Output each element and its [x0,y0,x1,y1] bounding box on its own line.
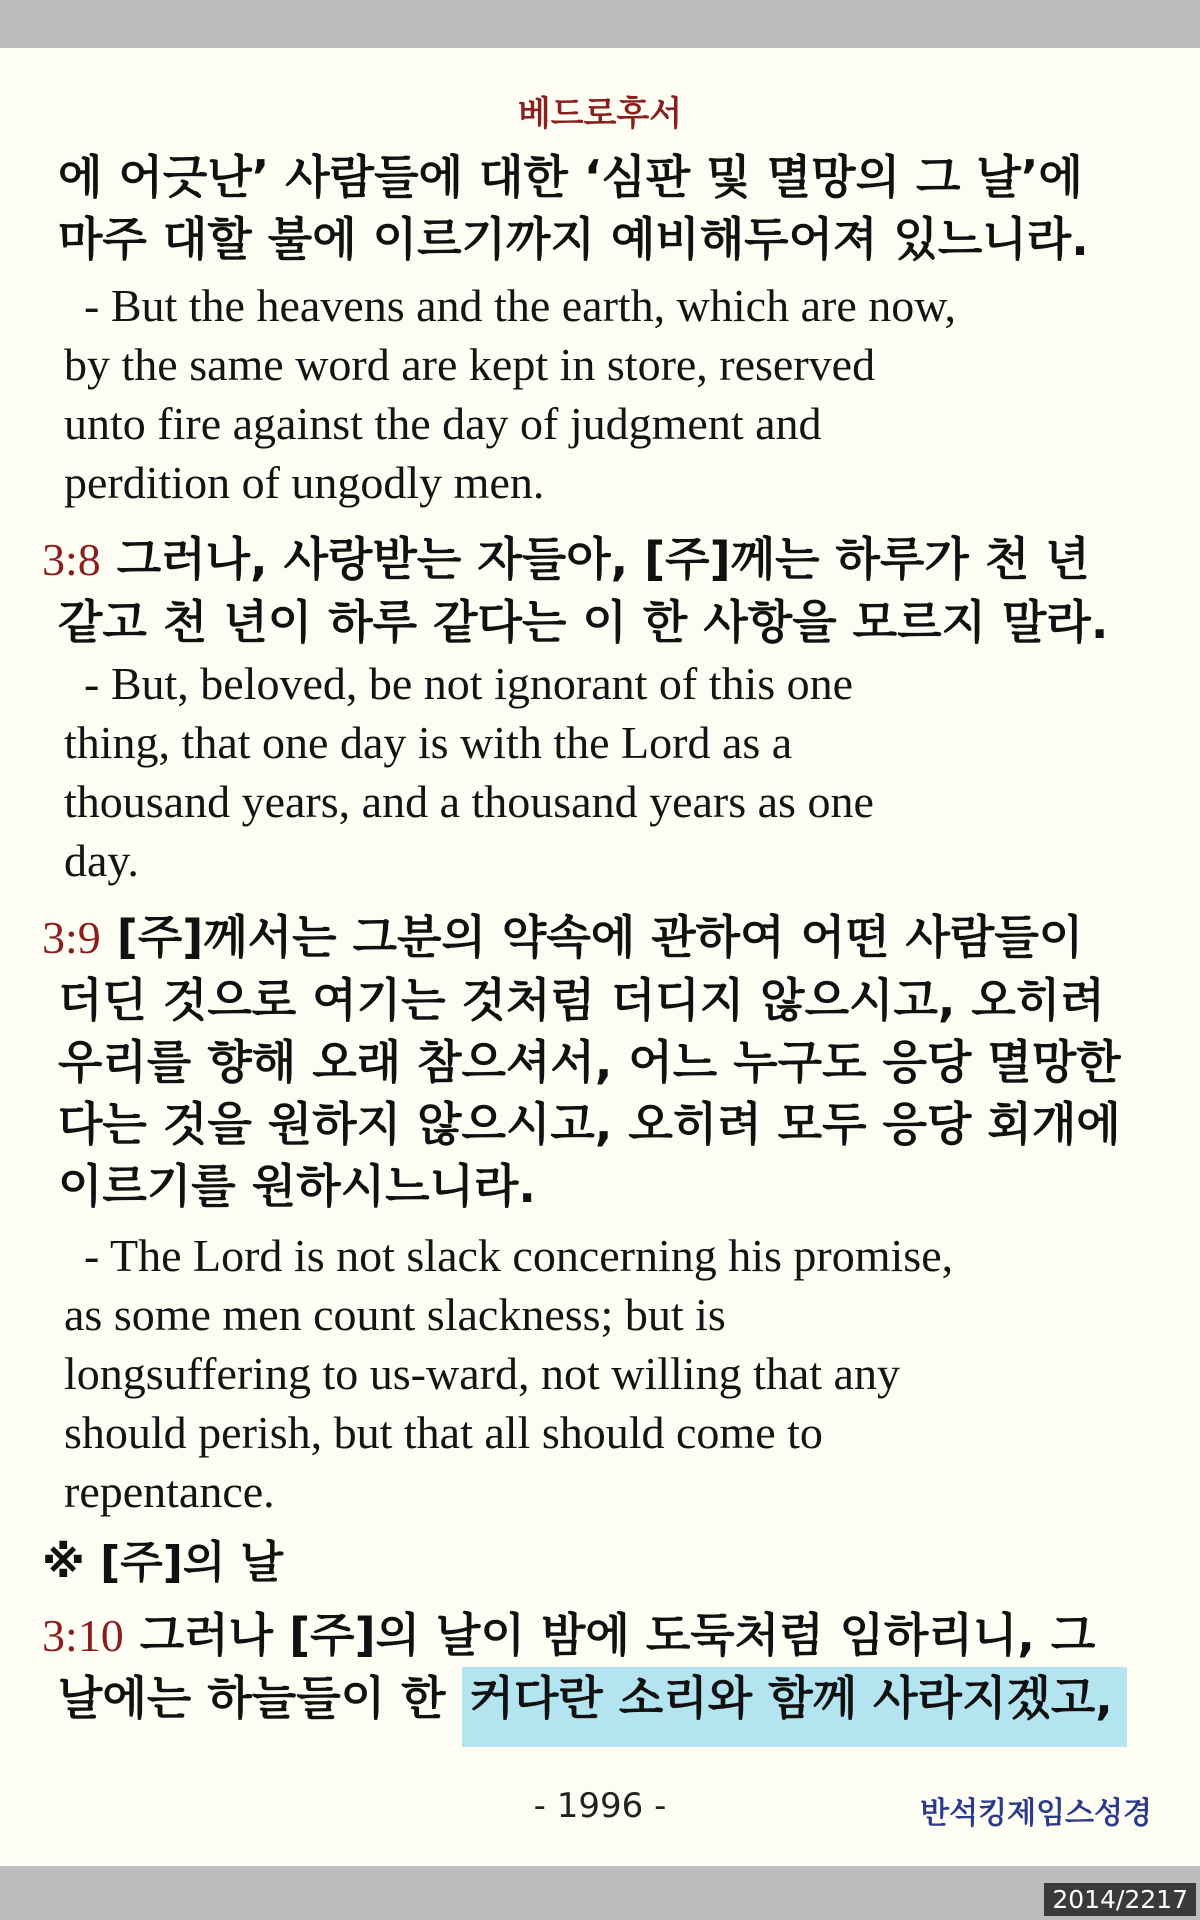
english-line: day. [64,835,139,886]
page-number: - 1996 - [533,1786,667,1826]
verse-3-9-english [64,1226,1164,1521]
english-line: as some men count slackness; but is [64,1289,726,1340]
korean-line: 다는 것을 원하지 않으시고, 오히려 모두 응당 회개에 [58,1097,1121,1151]
highlighted-text[interactable]: 커다란 소리와 함께 사라지겠고, [462,1667,1127,1747]
english-line: thousand years, and a thousand years as one [64,776,874,827]
english-line: unto fire against the day of judgment and [64,398,822,449]
verse-3-7-korean [58,146,1158,270]
verse-number: 3:8 [42,534,101,585]
verse-3-7-english [64,276,1164,512]
korean-line: 우리를 향해 오래 참으셔서, 어느 누구도 응당 멸망한 [58,1035,1121,1089]
korean-line: 그러나 [주]의 날이 밤에 도둑처럼 임하리니, 그 [139,1608,1096,1662]
korean-line: 마주 대할 불에 이르기까지 예비해두어져 있느니라. [58,212,1089,266]
verse-number: 3:10 [42,1610,124,1661]
korean-line: 같고 천 년이 하루 같다는 이 한 사항을 모르지 말라. [58,595,1109,649]
bible-title: 반석킹제임스성경 [920,1796,1152,1831]
verse-3-10-korean [42,1604,1142,1729]
english-line: - But the heavens and the earth, which are now, [84,280,956,331]
verse-3-8-korean [42,528,1142,653]
english-line: by the same word are kept in store, reserved [64,339,876,390]
korean-line: [주]께서는 그분의 약속에 관하여 어떤 사람들이 [116,910,1084,964]
english-line: should perish, but that all should come to [64,1407,823,1458]
section-heading: ※ [주]의 날 [42,1537,284,1588]
english-line: thing, that one day is with the Lord as a [64,717,793,768]
english-line: longsuffering to us-ward, not willing that any [64,1348,900,1399]
book-title: 베드로후서 [517,94,683,134]
korean-line: 더딘 것으로 여기는 것처럼 더디지 않으시고, 오히려 [58,973,1105,1027]
bible-page [0,48,1200,1866]
page-indicator: 2014/2217 [1044,1883,1196,1916]
english-line: repentance. [64,1466,275,1517]
english-line: - But, beloved, be not ignorant of this one [84,658,854,709]
korean-line: 그러나, 사랑받는 자들아, [주]께는 하루가 천 년 [116,532,1090,586]
korean-line: 이르기를 원하시느니라. [58,1159,536,1213]
verse-number: 3:9 [42,912,101,963]
english-line: - The Lord is not slack concerning his promise, [84,1230,954,1281]
korean-line: 날에는 하늘들이 한 [58,1671,462,1725]
verse-3-8-english [64,654,1164,890]
english-line: perdition of ungodly men. [64,457,545,508]
korean-line: 에 어긋난’ 사람들에 대한 ‘심판 및 멸망의 그 날’에 [58,150,1083,204]
verse-3-9-korean [42,906,1142,1217]
